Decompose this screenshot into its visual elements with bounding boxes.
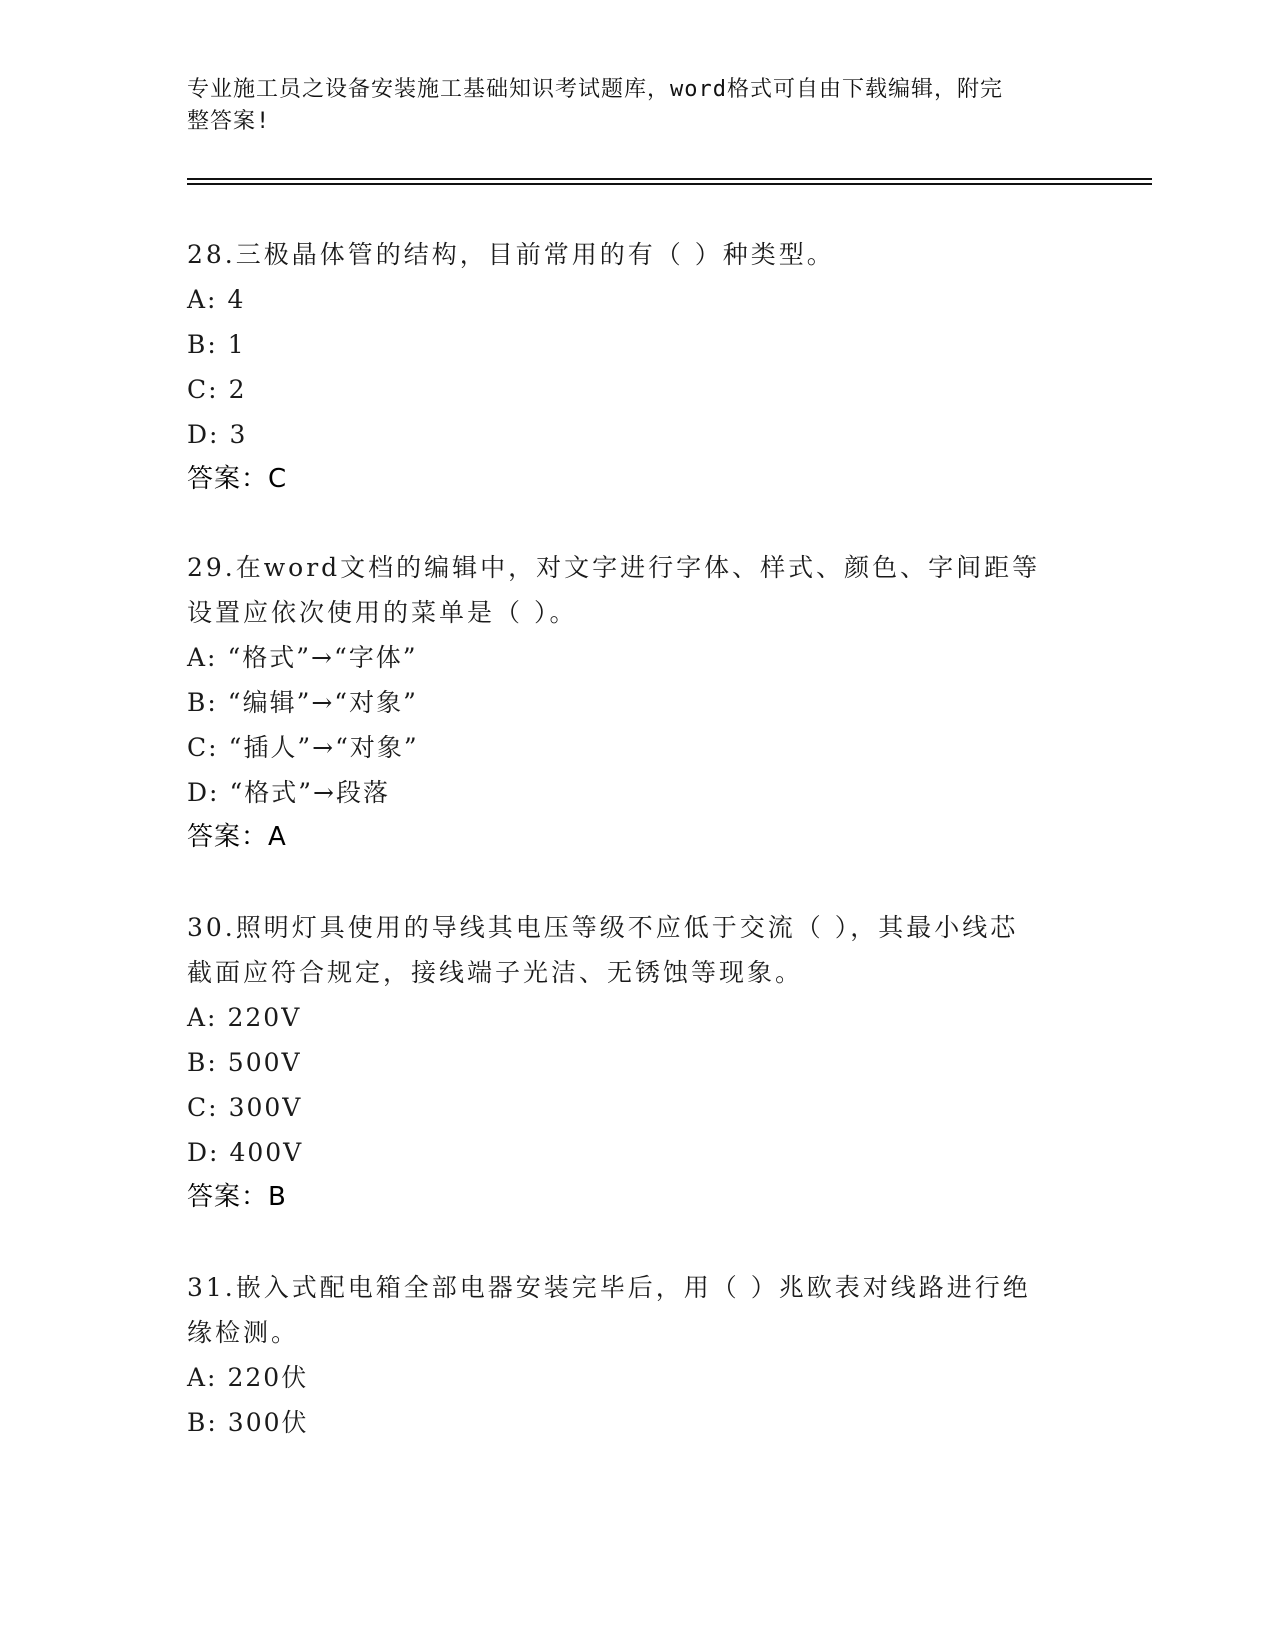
- option-b: [187, 322, 1067, 367]
- option-a: [187, 635, 1067, 680]
- option-letter: C:: [187, 733, 219, 762]
- option-text: “编辑”→“对象”: [227, 688, 418, 717]
- option-a: [187, 277, 1067, 322]
- question-30: [187, 905, 1067, 1219]
- option-d: [187, 770, 1067, 815]
- option-c: [187, 1085, 1067, 1130]
- question-stem: 28.三极晶体管的结构，目前常用的有（ ）种类型。: [187, 240, 835, 269]
- header-divider-top: [187, 178, 1152, 180]
- option-letter: B:: [187, 1408, 218, 1437]
- option-text: 3: [229, 420, 248, 449]
- question-29: [187, 545, 1067, 859]
- option-letter: A:: [187, 285, 218, 314]
- answer: 答案：A: [187, 822, 287, 852]
- question-28: [187, 232, 1067, 501]
- question-31: [187, 1265, 1067, 1445]
- option-letter: B:: [187, 330, 218, 359]
- option-d: [187, 1130, 1067, 1175]
- option-letter: C:: [187, 375, 219, 404]
- option-a: [187, 995, 1067, 1040]
- option-text: “格式”→段落: [229, 778, 390, 807]
- option-b: [187, 680, 1067, 725]
- option-text: “格式”→“字体”: [227, 643, 418, 672]
- header-title-line-2: 整答案!: [187, 109, 271, 134]
- option-text: 220V: [227, 1003, 302, 1032]
- option-letter: A:: [187, 1003, 218, 1032]
- option-c: [187, 725, 1067, 770]
- question-stem-line-1: 29.在word文档的编辑中，对文字进行字体、样式、颜色、字间距等: [187, 553, 1041, 582]
- option-letter: A:: [187, 1363, 218, 1392]
- option-letter: B:: [187, 688, 218, 717]
- option-text: “插人”→“对象”: [228, 733, 419, 762]
- question-stem-line-1: 30.照明灯具使用的导线其电压等级不应低于交流（ ），其最小线芯: [187, 913, 1019, 942]
- header-title-line-1: 专业施工员之设备安装施工基础知识考试题库，word格式可自由下载编辑，附完: [187, 77, 1003, 102]
- option-text: 1: [227, 330, 246, 359]
- option-text: 2: [228, 375, 247, 404]
- option-d: [187, 412, 1067, 457]
- option-text: 400V: [229, 1138, 304, 1167]
- option-text: 500V: [227, 1048, 302, 1077]
- question-stem-line-2: 缘检测。: [187, 1318, 300, 1347]
- option-text: 300伏: [227, 1408, 309, 1437]
- answer: 答案：B: [187, 1182, 287, 1212]
- question-stem-line-2: 截面应符合规定，接线端子光洁、无锈蚀等现象。: [187, 958, 804, 987]
- option-letter: C:: [187, 1093, 219, 1122]
- header-divider-bottom: [187, 183, 1152, 185]
- option-text: 220伏: [227, 1363, 309, 1392]
- option-text: 300V: [228, 1093, 303, 1122]
- option-a: [187, 1355, 1067, 1400]
- option-letter: A:: [187, 643, 218, 672]
- answer: 答案：C: [187, 464, 288, 494]
- option-text: 4: [227, 285, 246, 314]
- document-header: [187, 74, 1067, 138]
- option-letter: B:: [187, 1048, 218, 1077]
- question-stem-line-1: 31.嵌入式配电箱全部电器安装完毕后，用（ ）兆欧表对线路进行绝: [187, 1273, 1031, 1302]
- question-stem-line-2: 设置应依次使用的菜单是（ ）。: [187, 598, 578, 627]
- option-c: [187, 367, 1067, 412]
- option-b: [187, 1040, 1067, 1085]
- option-letter: D:: [187, 1138, 220, 1167]
- option-letter: D:: [187, 420, 220, 449]
- option-b: [187, 1400, 1067, 1445]
- option-letter: D:: [187, 778, 220, 807]
